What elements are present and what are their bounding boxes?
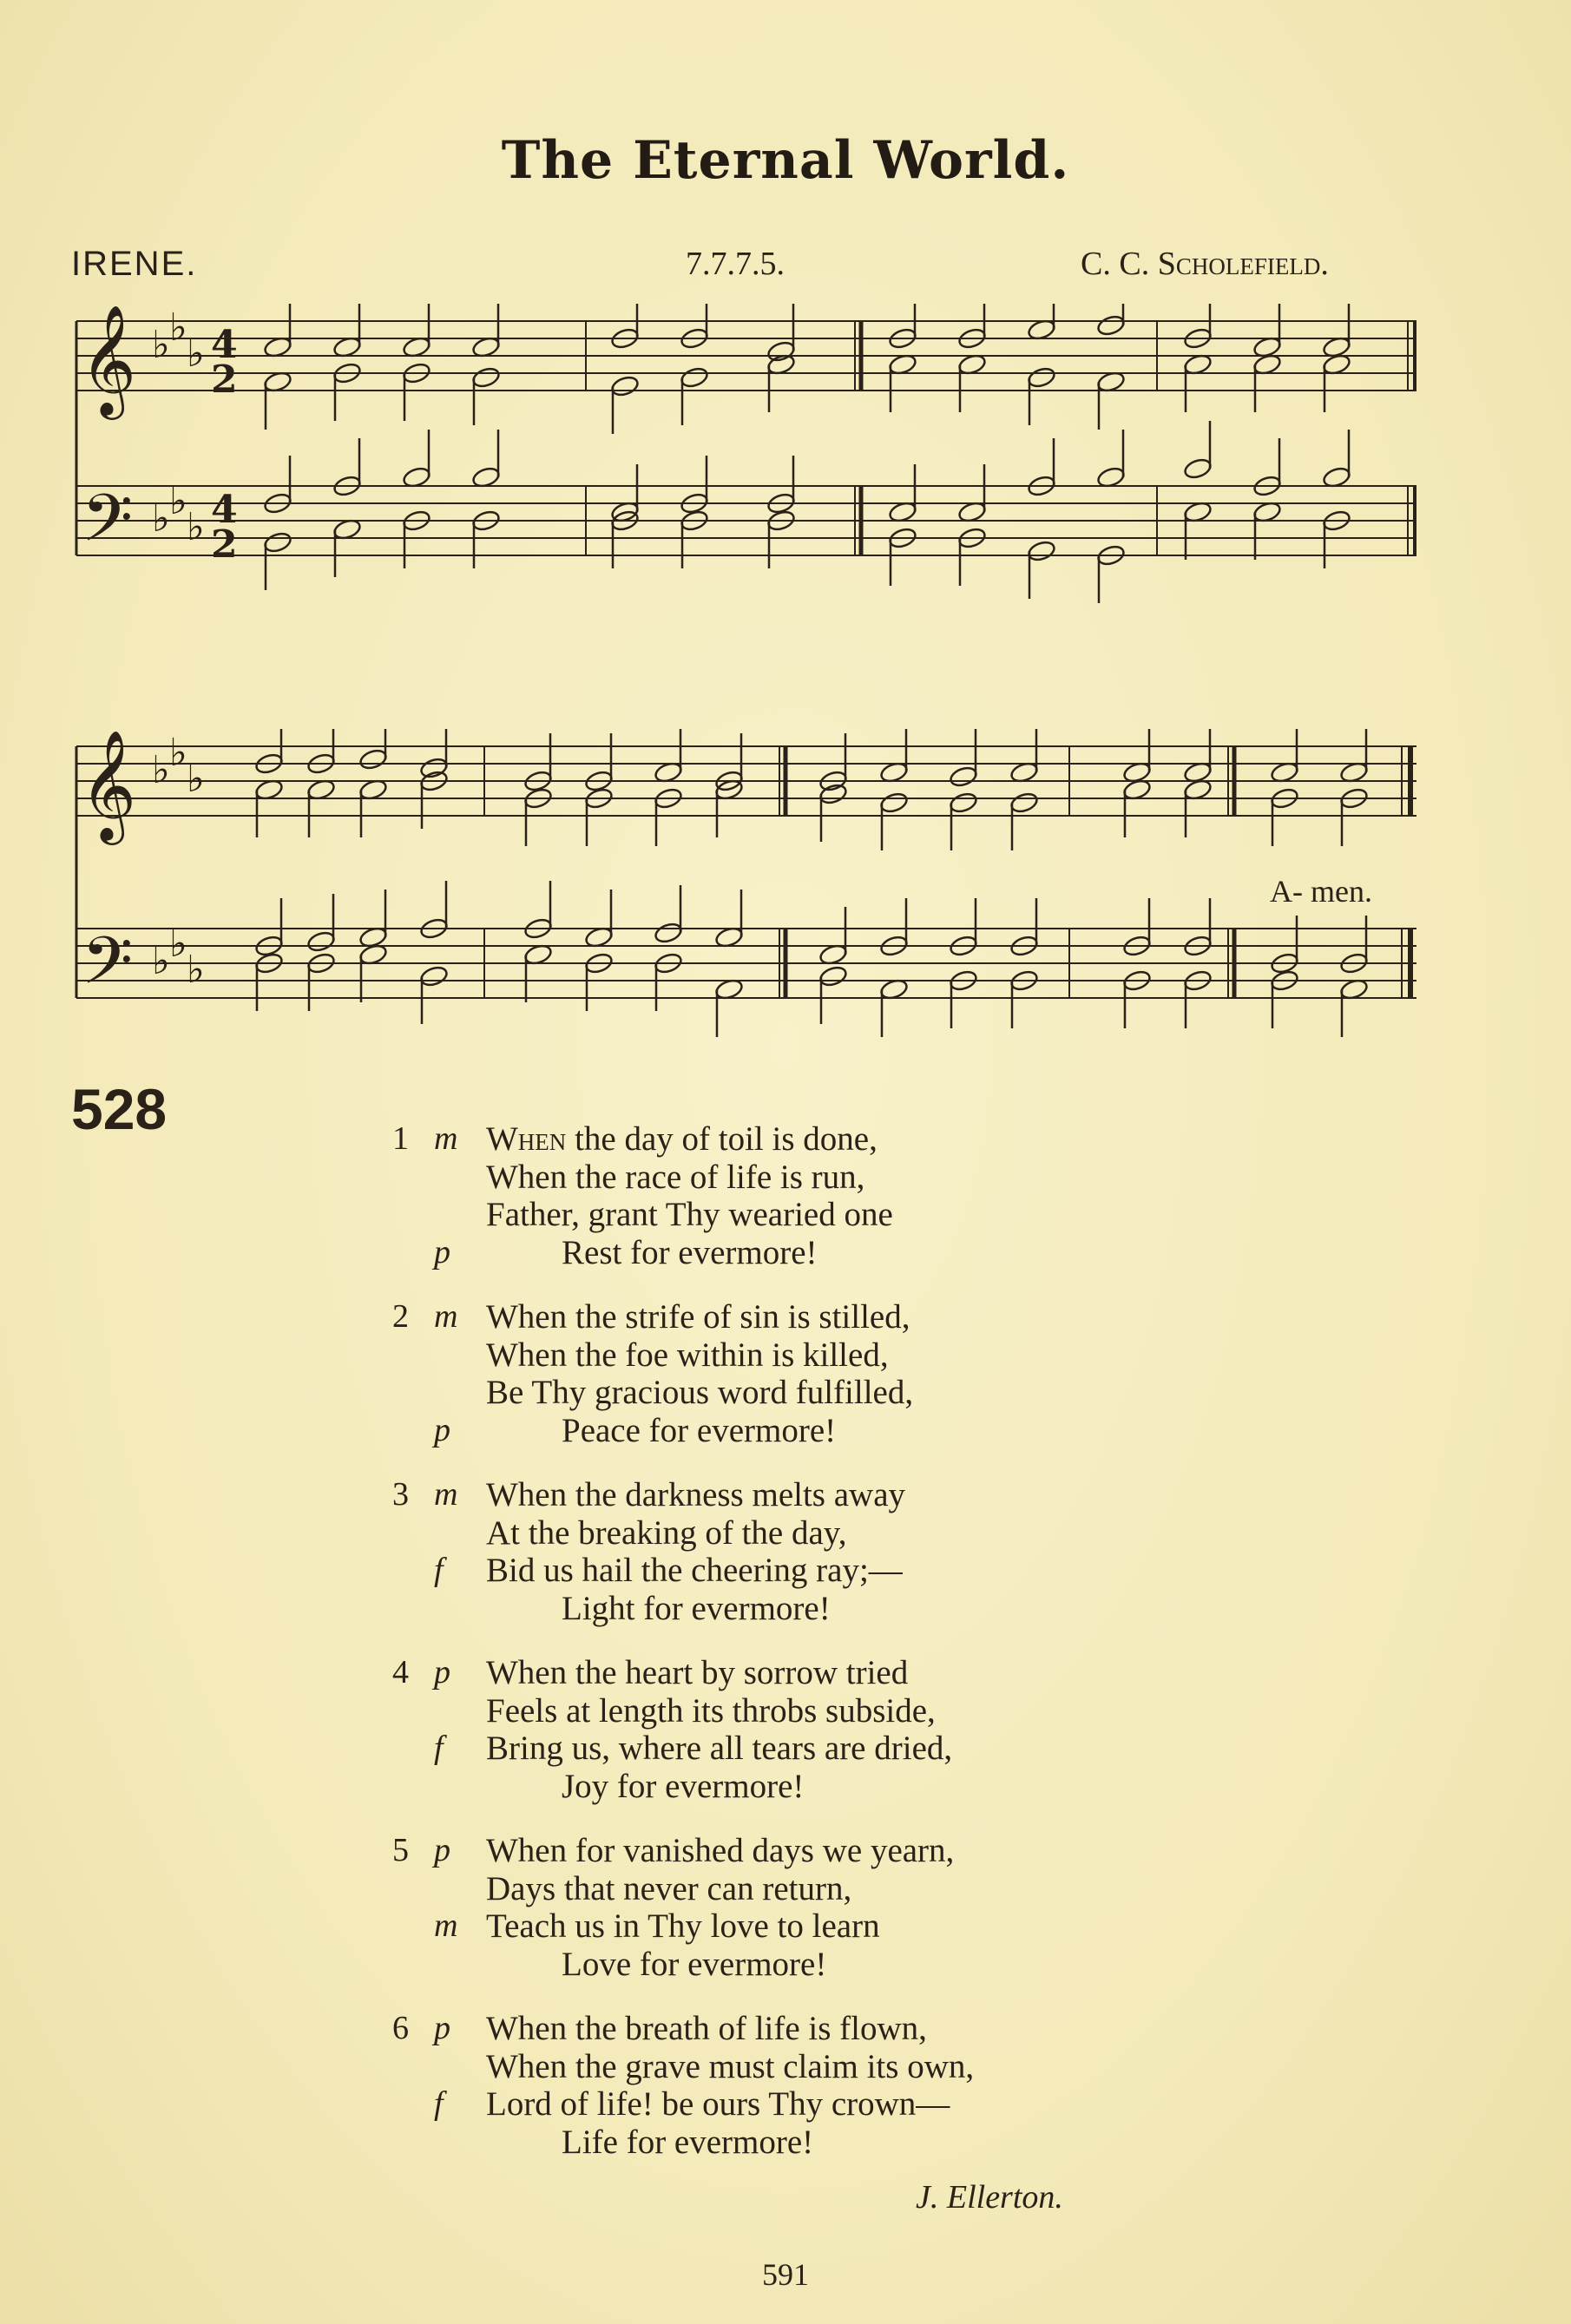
dynamic-marking: m <box>434 1120 458 1157</box>
dynamic-marking: m <box>434 1298 458 1335</box>
verse-line <box>486 1119 878 1159</box>
dynamic-marking: p <box>434 2010 450 2046</box>
verse-text: Bring us, where all tears are dried, <box>486 1730 953 1767</box>
verse-text: Father, grant Thy wearied one <box>486 1196 893 1233</box>
music-system-2 <box>69 729 1423 1059</box>
verse-text: When the heart by sorrow tried <box>486 1654 909 1691</box>
verse-line <box>486 1336 889 1375</box>
note-head <box>1027 539 1056 562</box>
tune-meter: 7.7.7.5. <box>686 246 785 282</box>
svg-text:𝄢: 𝄢 <box>82 480 134 573</box>
note-head <box>949 765 978 788</box>
note-head <box>654 921 683 944</box>
verse-number: 2 <box>392 1298 409 1335</box>
svg-text:♭: ♭ <box>169 479 187 523</box>
dynamic-marking: m <box>434 1907 458 1944</box>
verse-line <box>486 1653 908 1692</box>
svg-text:𝄞: 𝄞 <box>80 304 137 415</box>
verse-line <box>486 1729 952 1768</box>
svg-text:𝄢: 𝄢 <box>82 922 134 1015</box>
svg-text:2: 2 <box>211 358 238 402</box>
verse-number: 3 <box>392 1476 409 1513</box>
svg-text:4: 4 <box>211 323 238 367</box>
note-head <box>419 756 449 779</box>
hymn-number: 528 <box>71 1077 168 1141</box>
verse-line <box>486 1373 913 1412</box>
dynamic-marking: p <box>434 1411 450 1448</box>
svg-text:♭: ♭ <box>187 505 205 549</box>
verse-text: When the darkness melts away <box>486 1476 906 1513</box>
note-head <box>766 339 796 363</box>
page-title: The Eternal World. <box>501 130 1070 191</box>
verse-line <box>562 1411 836 1450</box>
svg-text:𝄞: 𝄞 <box>80 729 137 840</box>
verse-number: 1 <box>392 1120 409 1157</box>
dynamic-marking: p <box>434 1654 450 1690</box>
svg-text:4: 4 <box>211 488 238 532</box>
verse-line <box>486 1195 893 1234</box>
composer-initials: C. C. <box>1081 246 1150 282</box>
verse-line <box>486 2084 950 2124</box>
verse-text: Bid us hail the cheering ray;— <box>486 1552 903 1589</box>
verse-line <box>562 1767 804 1806</box>
verse-text: When the race of life is run, <box>486 1158 865 1196</box>
dynamic-marking: p <box>434 1832 450 1868</box>
verse-line <box>562 1945 826 1984</box>
svg-text:♭: ♭ <box>169 731 187 775</box>
verse-text: Teach us in Thy love to learn <box>486 1907 880 1945</box>
svg-text:♭: ♭ <box>152 323 170 367</box>
music-system-1 <box>69 304 1423 616</box>
svg-text:♭: ♭ <box>187 757 205 801</box>
note-head <box>471 365 501 389</box>
verse-text: When for vanished days we yearn, <box>486 1832 955 1869</box>
verse-text: Days that never can return, <box>486 1869 852 1907</box>
svg-text:♭: ♭ <box>169 305 187 350</box>
svg-text:♭: ♭ <box>152 939 170 983</box>
dynamic-marking: p <box>434 1233 450 1270</box>
composer <box>1081 245 1329 283</box>
svg-text:♭: ♭ <box>187 332 205 376</box>
verse-line <box>486 1297 910 1336</box>
verse-text: Love for evermore! <box>562 1945 827 1983</box>
verse-line <box>486 1869 851 1908</box>
verse-line <box>486 1513 847 1553</box>
verse-text: Be Thy gracious word fulfilled, <box>486 1374 914 1411</box>
dynamic-marking: m <box>434 1476 458 1513</box>
verse-text: When the strife of sin is stilled, <box>486 1298 910 1336</box>
verse-line <box>486 1691 936 1730</box>
note-head <box>818 782 848 805</box>
note-head <box>818 964 848 988</box>
verse-text: the day of toil is done, <box>566 1120 878 1158</box>
verse-text: Lord of life! be ours Thy crown— <box>486 2085 950 2123</box>
verse-line <box>486 1907 880 1946</box>
verse-line <box>562 2123 813 2162</box>
verse-text: When the grave must claim its own, <box>486 2047 975 2085</box>
verse-text: Rest for evermore! <box>562 1233 818 1271</box>
note-head <box>358 747 388 771</box>
svg-text:♭: ♭ <box>152 496 170 541</box>
verse-line <box>486 1551 903 1590</box>
verse-text: Peace for evermore! <box>562 1411 837 1449</box>
dynamic-marking: f <box>434 1552 444 1588</box>
verse-line <box>562 1589 831 1628</box>
svg-text:♭: ♭ <box>187 948 205 992</box>
verse-number: 6 <box>392 2010 409 2046</box>
composer-surname: Scholefield. <box>1157 246 1329 282</box>
author: J. Ellerton. <box>916 2179 1063 2216</box>
verse-number: 5 <box>392 1832 409 1868</box>
note-head <box>306 929 336 953</box>
verse-line <box>486 1831 954 1870</box>
note-head <box>419 964 449 988</box>
note-head <box>263 530 293 554</box>
verse-text: When the foe within is killed, <box>486 1336 889 1374</box>
verse-text: At the breaking of the day, <box>486 1513 847 1552</box>
note-head <box>879 791 909 814</box>
verse-number: 4 <box>392 1654 409 1690</box>
verse-line <box>486 1475 905 1514</box>
svg-text:♭: ♭ <box>169 922 187 966</box>
note-head <box>949 791 978 814</box>
svg-text:♭: ♭ <box>152 748 170 792</box>
tune-name: IRENE. <box>71 245 198 283</box>
verse-line <box>486 2047 974 2086</box>
note-head <box>1096 313 1126 337</box>
verse-text: Light for evermore! <box>562 1589 831 1627</box>
note-head <box>610 374 640 397</box>
verse-line <box>562 1233 818 1272</box>
verse-line <box>486 1158 864 1197</box>
verse-first-word: When <box>486 1120 567 1158</box>
note-head <box>1009 791 1039 814</box>
verse-text: Life for evermore! <box>562 2123 814 2161</box>
dynamic-marking: f <box>434 2085 444 2122</box>
dynamic-marking: f <box>434 1730 444 1766</box>
note-head <box>1027 365 1056 389</box>
svg-text:2: 2 <box>211 522 238 567</box>
amen-text: A- men. <box>1270 874 1372 909</box>
verse-line <box>486 2009 927 2048</box>
note-head <box>680 365 709 389</box>
verse-text: When the breath of life is flown, <box>486 2010 927 2047</box>
verse-text: Joy for evermore! <box>562 1767 805 1805</box>
note-head <box>1183 456 1213 480</box>
verse-text: Feels at length its throbs subside, <box>486 1691 936 1730</box>
page-number: 591 <box>762 2257 809 2292</box>
